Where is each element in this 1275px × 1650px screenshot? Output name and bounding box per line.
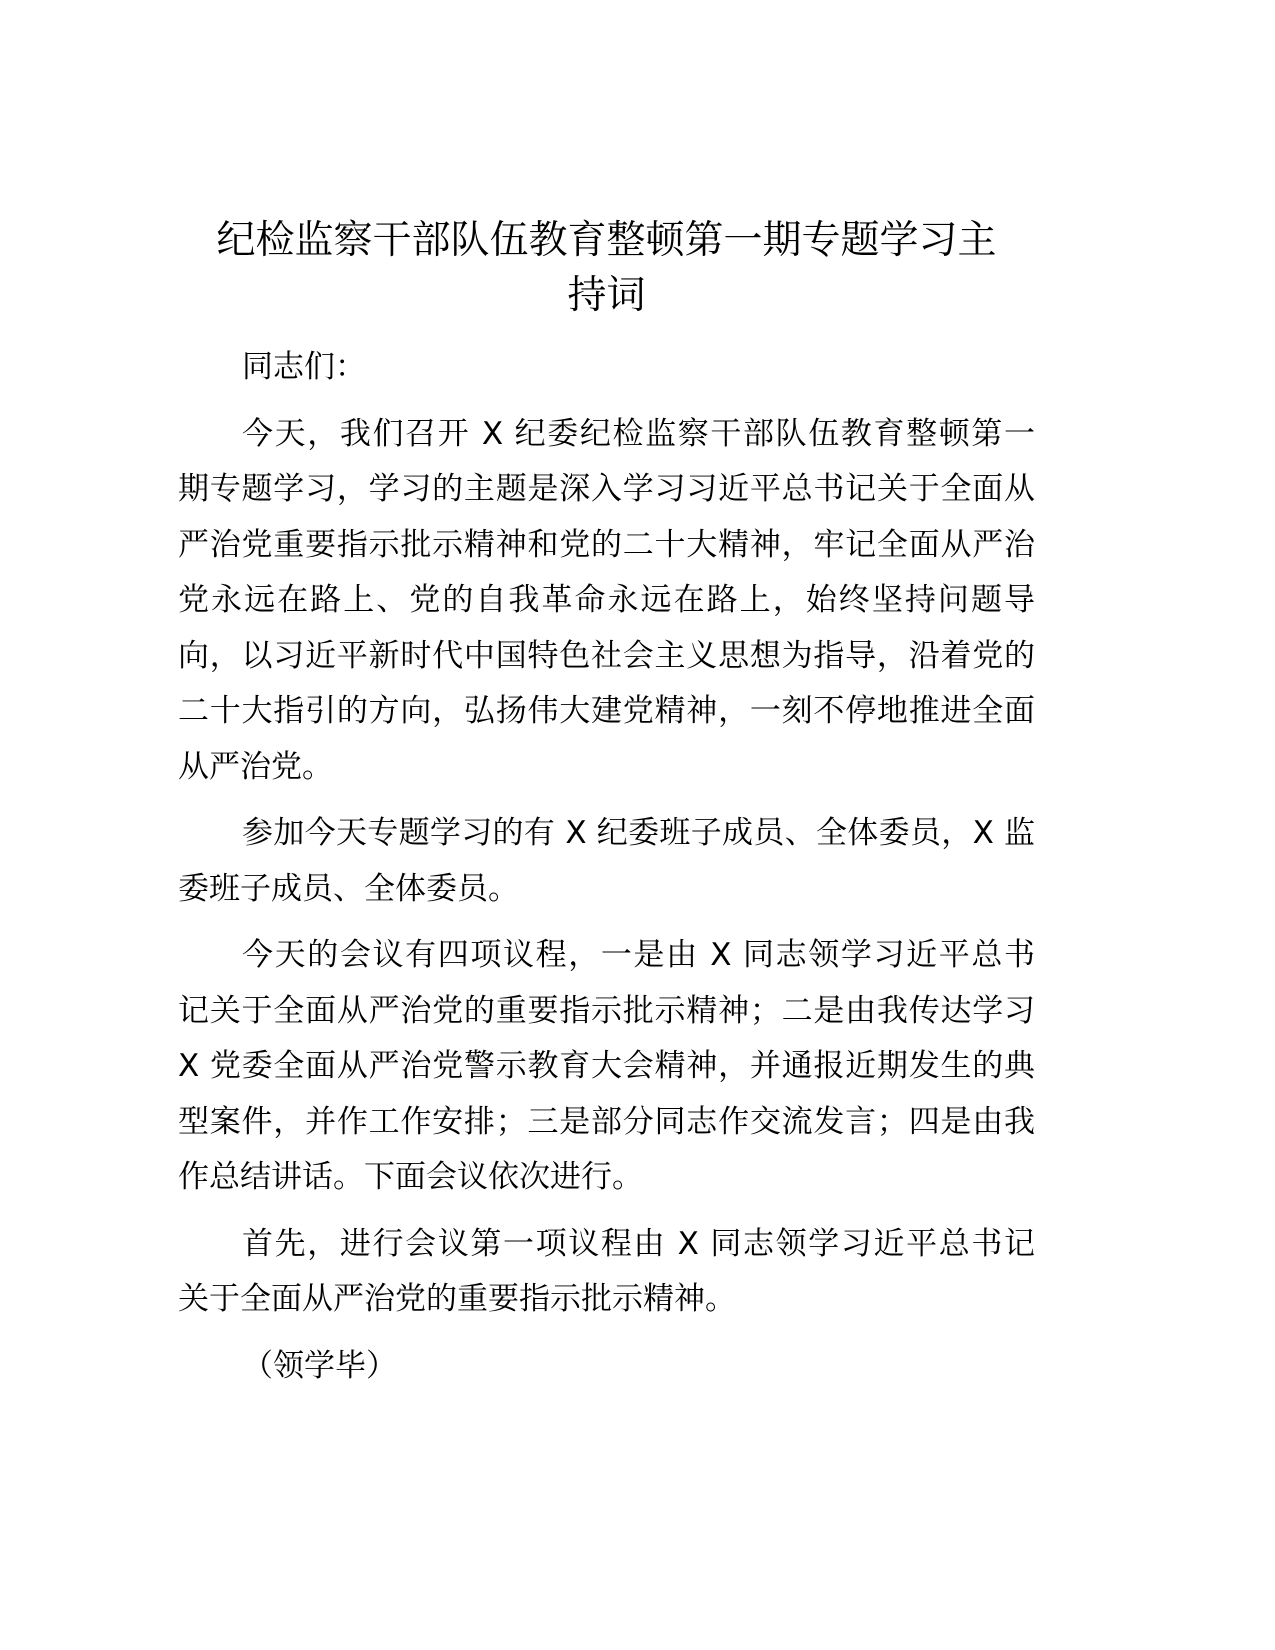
paragraph — [178, 806, 1035, 917]
paragraph — [178, 928, 1035, 1206]
paragraph — [178, 340, 1035, 396]
text-line: 今天，我们召开 X 纪委纪检监察干部队伍教育整顿第一 — [242, 415, 1035, 452]
text-line: 关于全面从严治党的重要指示批示精神。 — [178, 1281, 736, 1317]
text-line: 党永远在路上、党的自我革命永远在路上，始终坚持问题导 — [178, 582, 1035, 618]
text-line: 作总结讲话。下面会议依次进行。 — [178, 1159, 643, 1195]
text-line: 记关于全面从严治党的重要指示批示精神；二是由我传达学习 — [178, 992, 1035, 1029]
text-line: 首先，进行会议第一项议程由 X 同志领学习近平总书记 — [242, 1225, 1035, 1262]
text-line: 向，以习近平新时代中国特色社会主义思想为指导，沿着党的 — [178, 637, 1035, 674]
text-line: 期专题学习，学习的主题是深入学习习近平总书记关于全面从 — [178, 471, 1035, 507]
text-line: 严治党重要指示批示精神和党的二十大精神，牢记全面从严治 — [178, 526, 1035, 563]
text-line: X 党委全面从严治党警示教育大会精神，并通报近期发生的典 — [178, 1048, 1035, 1084]
document-title — [178, 213, 1035, 323]
text-line: 二十大指引的方向，弘扬伟大建党精神，一刻不停地推进全面 — [178, 693, 1035, 729]
text-line: 委班子成员、全体委员。 — [178, 870, 519, 907]
title-line: 持词 — [567, 273, 646, 318]
document-body — [178, 340, 1035, 1405]
paragraph — [178, 407, 1035, 796]
text-line: 今天的会议有四项议程，一是由 X 同志领学习近平总书 — [242, 937, 1035, 973]
text-line: 从严治党。 — [178, 748, 333, 785]
paragraph — [178, 1339, 1035, 1395]
text-line: 型案件，并作工作安排；三是部分同志作交流发言；四是由我 — [178, 1103, 1035, 1140]
text-line: 同志们： — [242, 349, 366, 385]
text-line: （领学毕） — [242, 1347, 397, 1384]
title-line: 纪检监察干部队伍教育整顿第一期专题学习主 — [216, 218, 997, 263]
paragraph — [178, 1217, 1035, 1328]
text-line: 参加今天专题学习的有 X 纪委班子成员、全体委员，X 监 — [242, 815, 1035, 851]
